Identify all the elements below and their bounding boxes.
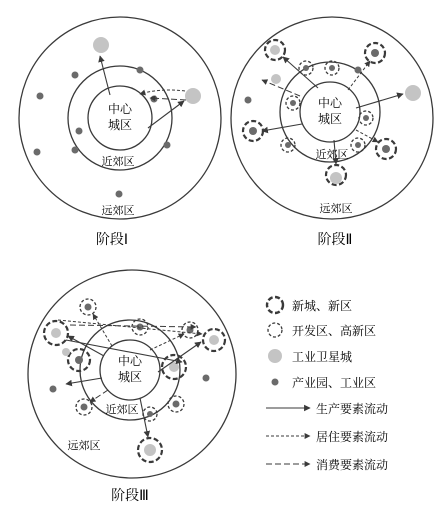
new-town-marker — [203, 329, 225, 351]
dev-zone-marker — [286, 96, 300, 110]
residential-flow-arrow — [356, 130, 378, 142]
residential-flow-arrow — [348, 61, 370, 90]
legend-label: 工业卫星城 — [292, 350, 353, 364]
stage-3-diagram — [28, 270, 236, 478]
legend-label: 产业园、工业区 — [292, 376, 377, 390]
legend-item-production-flow — [266, 401, 388, 416]
industrial-park — [203, 375, 210, 382]
industrial-park — [50, 386, 57, 393]
industrial-park — [34, 149, 41, 156]
new-town-marker — [326, 165, 346, 185]
residential-flow-arrow — [140, 90, 185, 94]
new-town-marker — [376, 139, 396, 159]
satellite-symbol — [268, 349, 282, 363]
inner-suburb-label: 近郊区 — [105, 403, 139, 416]
legend-item-residential-flow — [266, 429, 388, 444]
satellite-city — [62, 348, 70, 356]
center-label-line1: 中心 — [317, 96, 343, 110]
production-flow-arrow — [66, 378, 102, 384]
industrial-park — [37, 93, 44, 100]
stage-3-label: 阶段Ⅲ — [111, 488, 149, 504]
dev-zone-marker — [351, 138, 365, 152]
satellite-city — [185, 88, 201, 104]
inner-suburb-label: 近郊区 — [101, 155, 135, 168]
stage-2-label: 阶段Ⅱ — [317, 232, 353, 248]
legend-item-satellite — [268, 349, 352, 364]
satellite-city — [93, 37, 109, 53]
legend-item-industrial-park — [272, 375, 377, 390]
industrial-park — [72, 147, 79, 154]
stage-1-diagram — [19, 17, 221, 219]
dev-zone-marker — [80, 299, 96, 315]
industrial-park — [76, 128, 83, 135]
dev-zone-marker — [182, 322, 198, 338]
legend-label: 生产要素流动 — [316, 402, 389, 416]
dev-zone-marker — [76, 399, 92, 415]
satellite-city — [271, 74, 281, 84]
production-flow-arrow — [148, 101, 184, 128]
legend-label: 居住要素流动 — [316, 430, 389, 444]
new-town-marker — [138, 438, 162, 462]
industrial-park — [355, 67, 362, 74]
legend-item-consumption-flow — [266, 457, 388, 472]
legend-label: 新城、新区 — [292, 299, 353, 313]
new-town-marker — [44, 321, 68, 345]
new-town-marker — [68, 349, 90, 371]
industrial-park-symbol — [272, 379, 279, 386]
consumption-flow-arrow — [70, 325, 196, 327]
outer-suburb-label: 远郊区 — [101, 204, 135, 217]
legend-label: 消费要素流动 — [316, 458, 389, 472]
legend-label: 开发区、高新区 — [292, 324, 377, 338]
stage-2-diagram — [231, 17, 433, 219]
satellite-city — [405, 85, 421, 101]
center-label-line2: 城区 — [107, 118, 133, 132]
new-town-symbol — [267, 297, 283, 313]
outer-suburb-label: 远郊区 — [319, 202, 353, 215]
legend-item-dev-zone — [268, 323, 376, 338]
industrial-park — [164, 142, 171, 149]
center-label-line1: 中心 — [107, 102, 133, 116]
center-label-line1: 中心 — [117, 354, 143, 368]
stage-1-label: 阶段Ⅰ — [95, 232, 129, 248]
legend-item-new-town — [267, 297, 352, 313]
industrial-park — [137, 67, 144, 74]
dev-zone-marker — [168, 396, 184, 412]
industrial-park — [72, 72, 79, 79]
center-label-line2: 城区 — [317, 112, 343, 126]
new-town-marker — [265, 40, 285, 60]
outer-suburb-label: 远郊区 — [67, 439, 101, 452]
residential-flow-arrow — [93, 314, 112, 346]
dev-zone-marker — [359, 111, 373, 125]
center-label-line2: 城区 — [117, 370, 143, 384]
dev-zone-symbol — [268, 323, 282, 337]
legend — [266, 297, 388, 472]
consumption-flow-arrow — [262, 80, 300, 96]
new-town-marker — [243, 121, 263, 141]
industrial-park — [116, 191, 123, 198]
consumption-flow-arrow — [90, 390, 108, 402]
inner-suburb-label: 近郊区 — [315, 148, 349, 161]
industrial-park — [245, 97, 252, 104]
new-town-marker — [365, 43, 385, 63]
industrial-park — [151, 96, 158, 103]
